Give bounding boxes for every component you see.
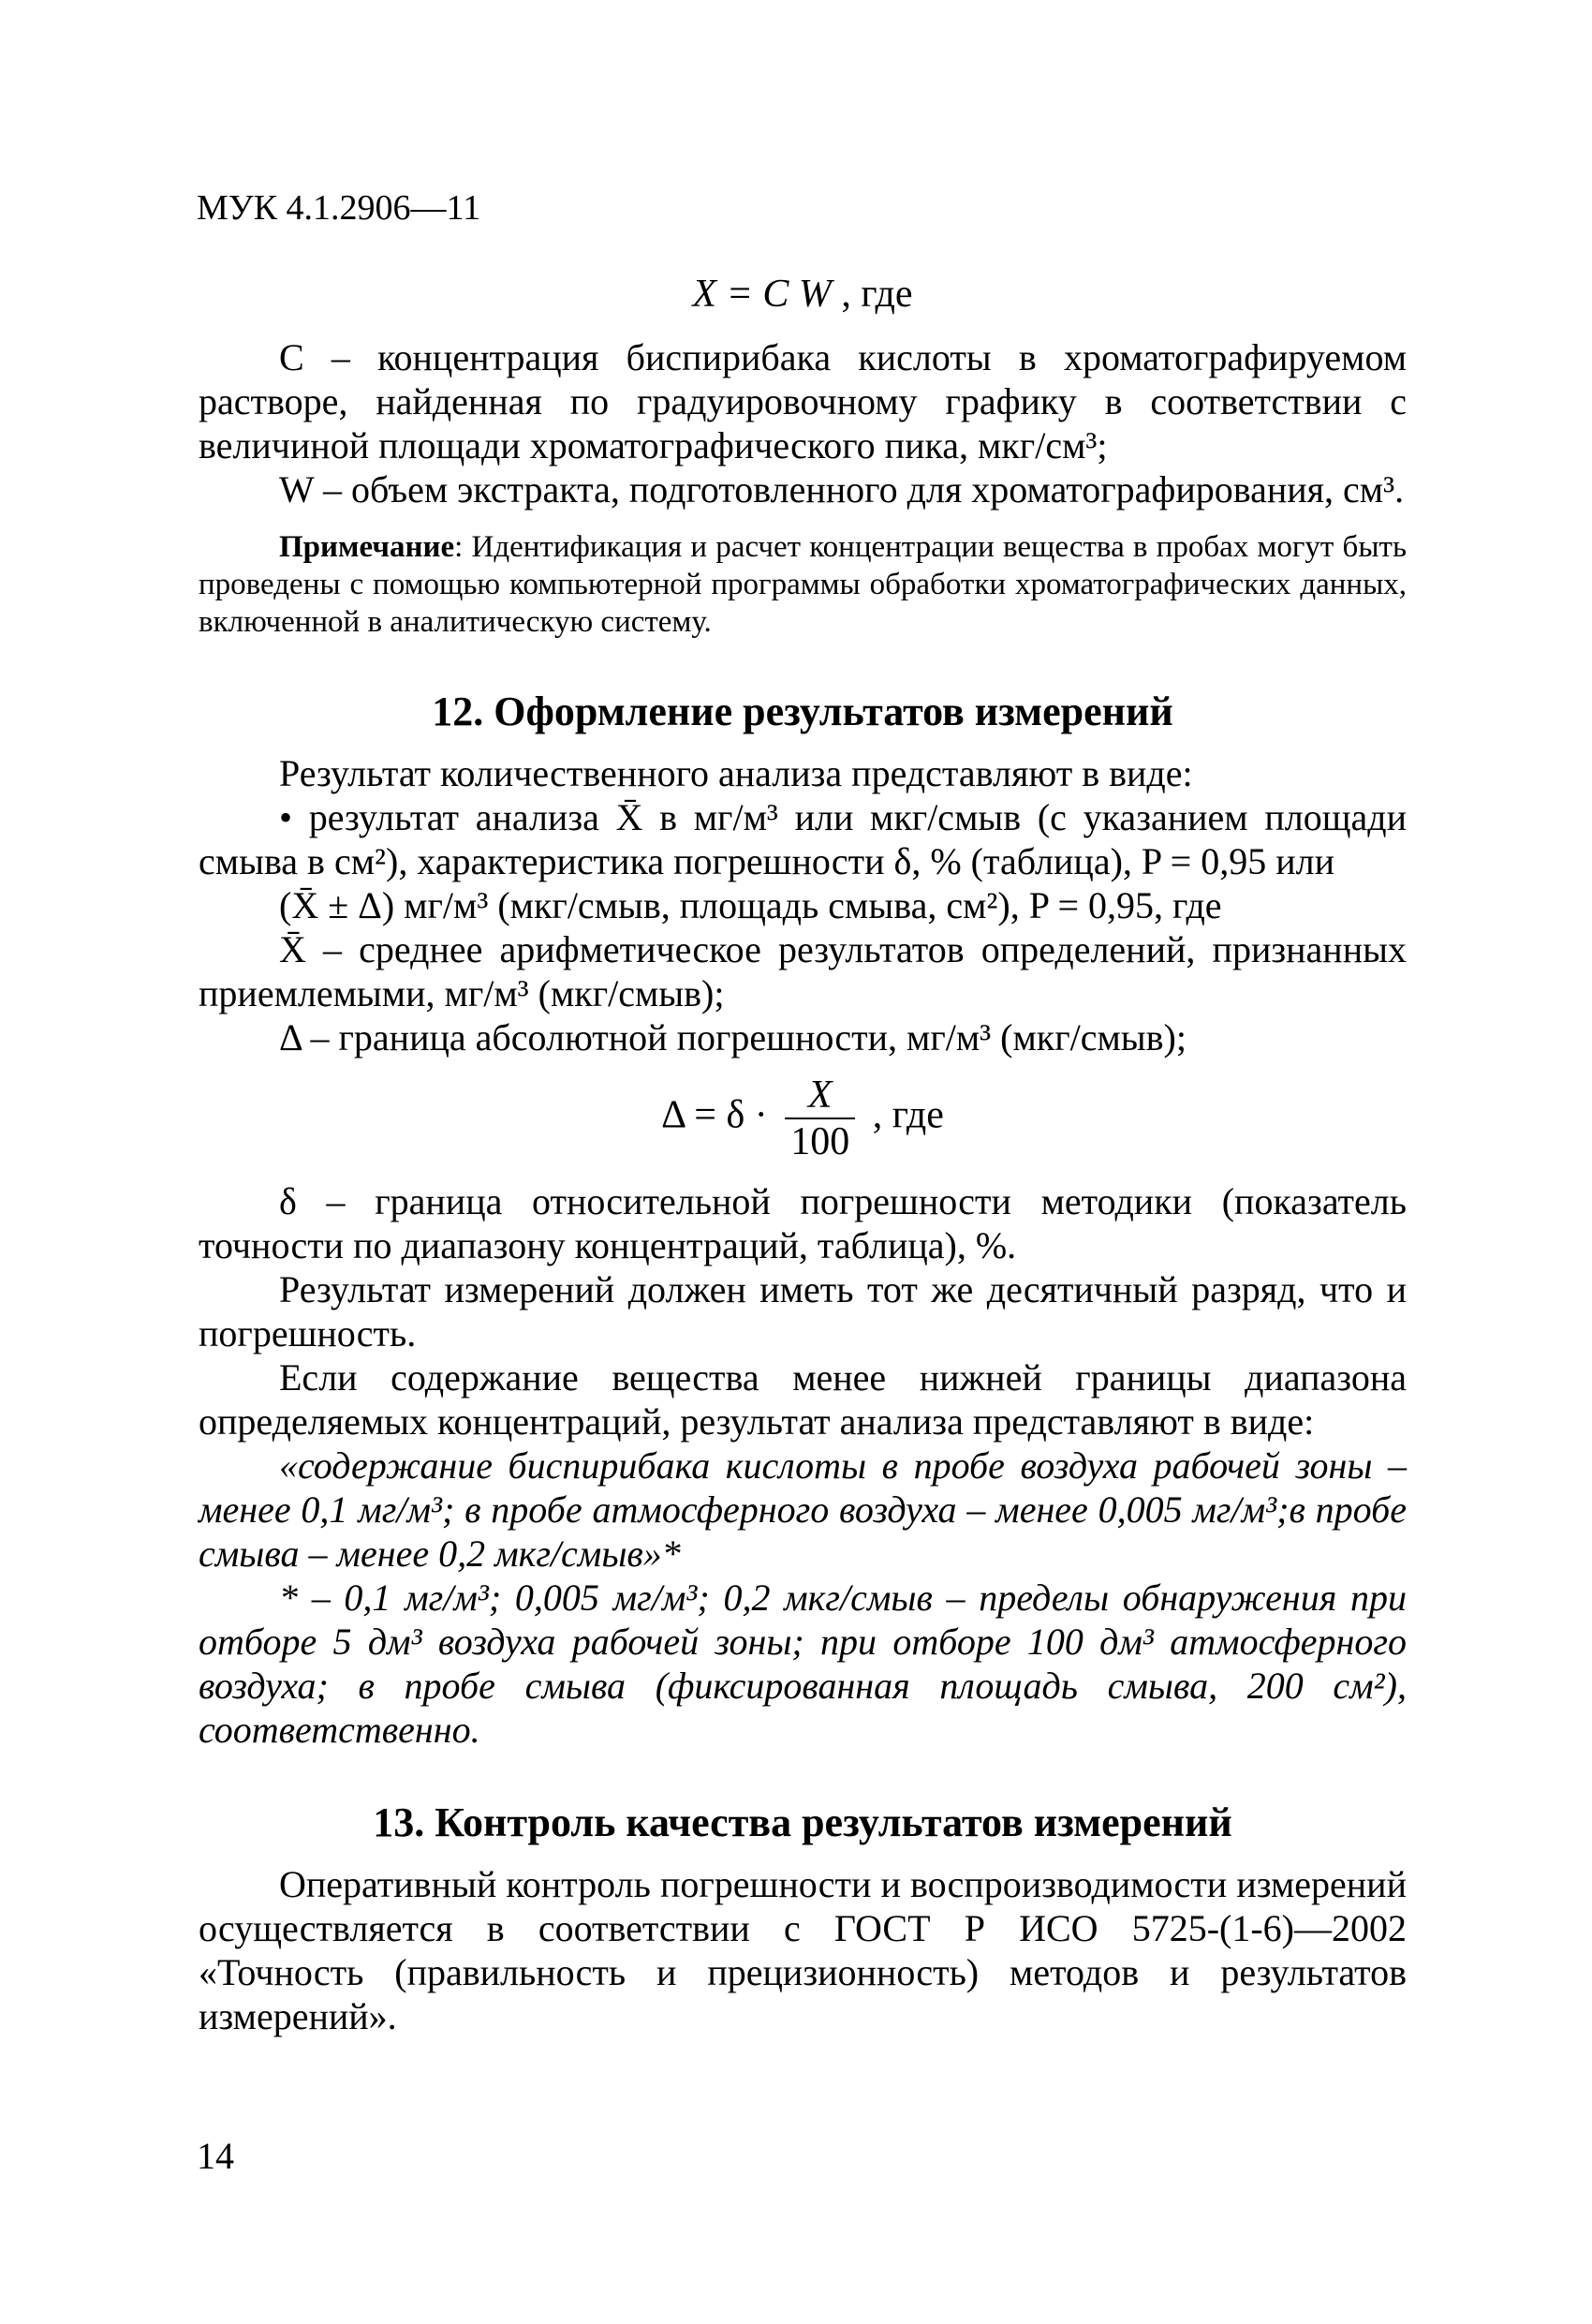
below-range-paragraph: Если содержание вещества менее нижней границы диапазона определяемых концентраций, результат анализа представляют в виде: [199, 1356, 1407, 1443]
formula-delta-left: Δ = δ · [661, 1093, 768, 1137]
section-12-heading: 12. Оформление результатов измерений [432, 688, 1173, 734]
detection-limits-footnote: * – 0,1 мг/м³; 0,005 мг/м³; 0,2 мкг/смыв – пределы обнаружения при отборе 5 дм³ воздуха рабочей зоны; при отборе 100 дм³ атмосферного воздуха; в пробе смыва (фиксированная площадь смыва, 200 см²), соответственно. [199, 1576, 1407, 1751]
section-13-paragraph: Оперативный контроль погрешности и воспроизводимости измерений осуществляется в соответствии с ГОСТ Р ИСО 5725-(1-6)—2002 «Точность (правильность и прецизионность) методов и результатов измерений». [199, 1863, 1407, 2037]
formula-x-equals-cw [199, 272, 1407, 317]
formula-suffix: , где [841, 273, 913, 316]
formula-expression: X = C W [692, 273, 832, 316]
formula-delta [199, 1073, 1407, 1164]
result-bullet: • результат анализа X̄ в мг/м³ или мкг/смыв (с указанием площади смыва в см²), характеристика погрешности δ, % (таблица), P = 0,95 или [199, 796, 1407, 882]
note-text: : Идентификация и расчет концентрации вещества в пробах могут быть проведены с помощью компьютерной программы обработки хроматографических данных, включенной в аналитическую систему. [199, 530, 1407, 639]
section-13-heading: 13. Контроль качества результатов измерений [373, 1799, 1232, 1845]
section-12-intro: Результат количественного анализа представляют в виде: [279, 752, 1193, 794]
fraction-denominator: 100 [790, 1120, 850, 1163]
fraction-numerator: X [785, 1073, 855, 1119]
page-number: 14 [197, 2135, 234, 2177]
definition-w: W – объем экстракта, подготовленного для хроматографирования, см³. [279, 468, 1405, 511]
note-label: Примечание [279, 530, 455, 564]
definition-delta-small: δ – граница относительной погрешности методики (показатель точности по диапазону концентраций, таблица), %. [199, 1180, 1407, 1266]
document-code-header: МУК 4.1.2906—11 [197, 188, 481, 228]
definition-delta: Δ – граница абсолютной погрешности, мг/м³ (мкг/смыв); [279, 1016, 1187, 1058]
page-content [199, 272, 1407, 2038]
formula-fraction [785, 1073, 855, 1164]
formula-delta-suffix: , где [872, 1093, 944, 1137]
result-precision-paragraph: Результат измерений должен иметь тот же десятичный разряд, что и погрешность. [199, 1268, 1407, 1354]
definition-c: C – концентрация биспирибака кислоты в хроматографируемом растворе, найденная по градуировочному графику в соответствии с величиной площади хроматографического пика, мкг/см³; [199, 336, 1407, 466]
note-paragraph [199, 528, 1407, 641]
result-interval: (X̄ ± Δ) мг/м³ (мкг/смыв, площадь смыва, см²), P = 0,95, где [279, 884, 1222, 926]
definition-xbar: X̄ – среднее арифметическое результатов определений, признанных приемлемыми, мг/м³ (мкг/смыв); [199, 928, 1407, 1014]
below-range-quote: «содержание биспирибака кислоты в пробе воздуха рабочей зоны – менее 0,1 мг/м³; в пробе атмосферного воздуха – менее 0,005 мг/м³;в пробе смыва – менее 0,2 мкг/смыв»* [199, 1444, 1407, 1575]
